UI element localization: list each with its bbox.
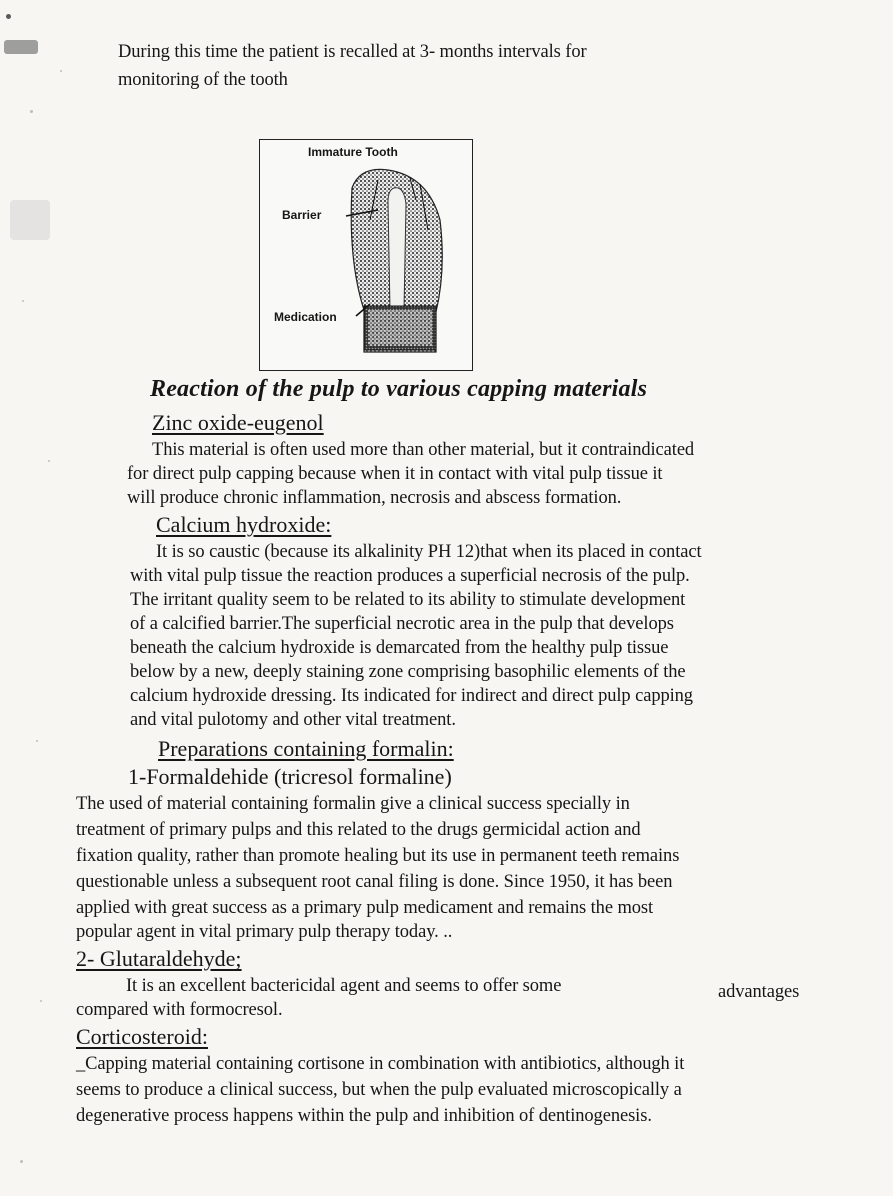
- formalin-line-5: applied with great success as a primary pulp medicament and remains the most: [76, 898, 654, 918]
- formalin-line-2: treatment of primary pulps and this related to the drugs germicidal action and: [76, 820, 641, 840]
- root-canal: [388, 188, 406, 310]
- intro-line-1: During this time the patient is recalled at 3- months intervals for: [118, 42, 587, 62]
- cortico-line-2: seems to produce a clinical success, but when the pulp evaluated microscopically a: [76, 1080, 682, 1100]
- formalin-line-6: popular agent in vital primary pulp therapy today. ..: [76, 922, 453, 942]
- subheading-formaldehide: 1-Formaldehide (tricresol formaline): [128, 764, 452, 789]
- cortico-line-1: _Capping material containing cortisone in combination with antibiotics, although it: [76, 1054, 685, 1074]
- heading-formalin: Preparations containing formalin:: [158, 736, 454, 761]
- figure-title: Immature Tooth: [308, 145, 398, 159]
- calcium-line-8: and vital pulotomy and other vital treatment.: [130, 710, 456, 730]
- glutaraldehyde-line-2: compared with formocresol.: [76, 1000, 283, 1020]
- formalin-line-1: The used of material containing formalin give a clinical success specially in: [76, 794, 630, 814]
- immature-tooth-figure: [259, 139, 473, 371]
- zoe-line-3: will produce chronic inflammation, necrosis and abscess formation.: [127, 488, 622, 508]
- main-title: Reaction of the pulp to various capping materials: [150, 376, 648, 402]
- heading-zinc-oxide-eugenol: Zinc oxide-eugenol: [152, 410, 324, 435]
- tooth-drawing: [260, 140, 472, 370]
- calcium-line-2: with vital pulp tissue the reaction produces a superficial necrosis of the pulp.: [130, 566, 690, 586]
- heading-corticosteroid: Corticosteroid:: [76, 1024, 208, 1049]
- intro-line-2: monitoring of the tooth: [118, 70, 288, 90]
- calcium-line-7: calcium hydroxide dressing. Its indicated for indirect and direct pulp capping: [130, 686, 693, 706]
- formalin-line-3: fixation quality, rather than promote healing but its use in permanent teeth remains: [76, 846, 680, 866]
- calcium-line-6: below by a new, deeply staining zone comprising basophilic elements of the: [130, 662, 686, 682]
- glutaraldehyde-line-1b: advantages: [718, 982, 800, 1002]
- calcium-line-4: of a calcified barrier.The superficial necrotic area in the pulp that develops: [130, 614, 674, 634]
- figure-label-barrier: Barrier: [282, 208, 322, 222]
- heading-glutaraldehyde: 2- Glutaraldehyde;: [76, 946, 242, 971]
- formalin-line-4: questionable unless a subsequent root canal filing is done. Since 1950, it has been: [76, 872, 673, 892]
- glutaraldehyde-line-1a: It is an excellent bactericidal agent and seems to offer some: [126, 976, 562, 996]
- cortico-line-3: degenerative process happens within the pulp and inhibition of dentinogenesis.: [76, 1106, 652, 1126]
- heading-calcium-hydroxide: Calcium hydroxide:: [156, 512, 332, 537]
- figure-label-medication: Medication: [274, 310, 337, 324]
- calcium-line-1: It is so caustic (because its alkalinity PH 12)that when its placed in contact: [156, 542, 702, 562]
- calcium-line-3: The irritant quality seem to be related to its ability to stimulate development: [130, 590, 686, 610]
- zoe-line-1: This material is often used more than other material, but it contraindicated: [152, 440, 695, 460]
- calcium-line-5: beneath the calcium hydroxide is demarcated from the healthy pulp tissue: [130, 638, 669, 658]
- zoe-line-2: for direct pulp capping because when it in contact with vital pulp tissue it: [127, 464, 663, 484]
